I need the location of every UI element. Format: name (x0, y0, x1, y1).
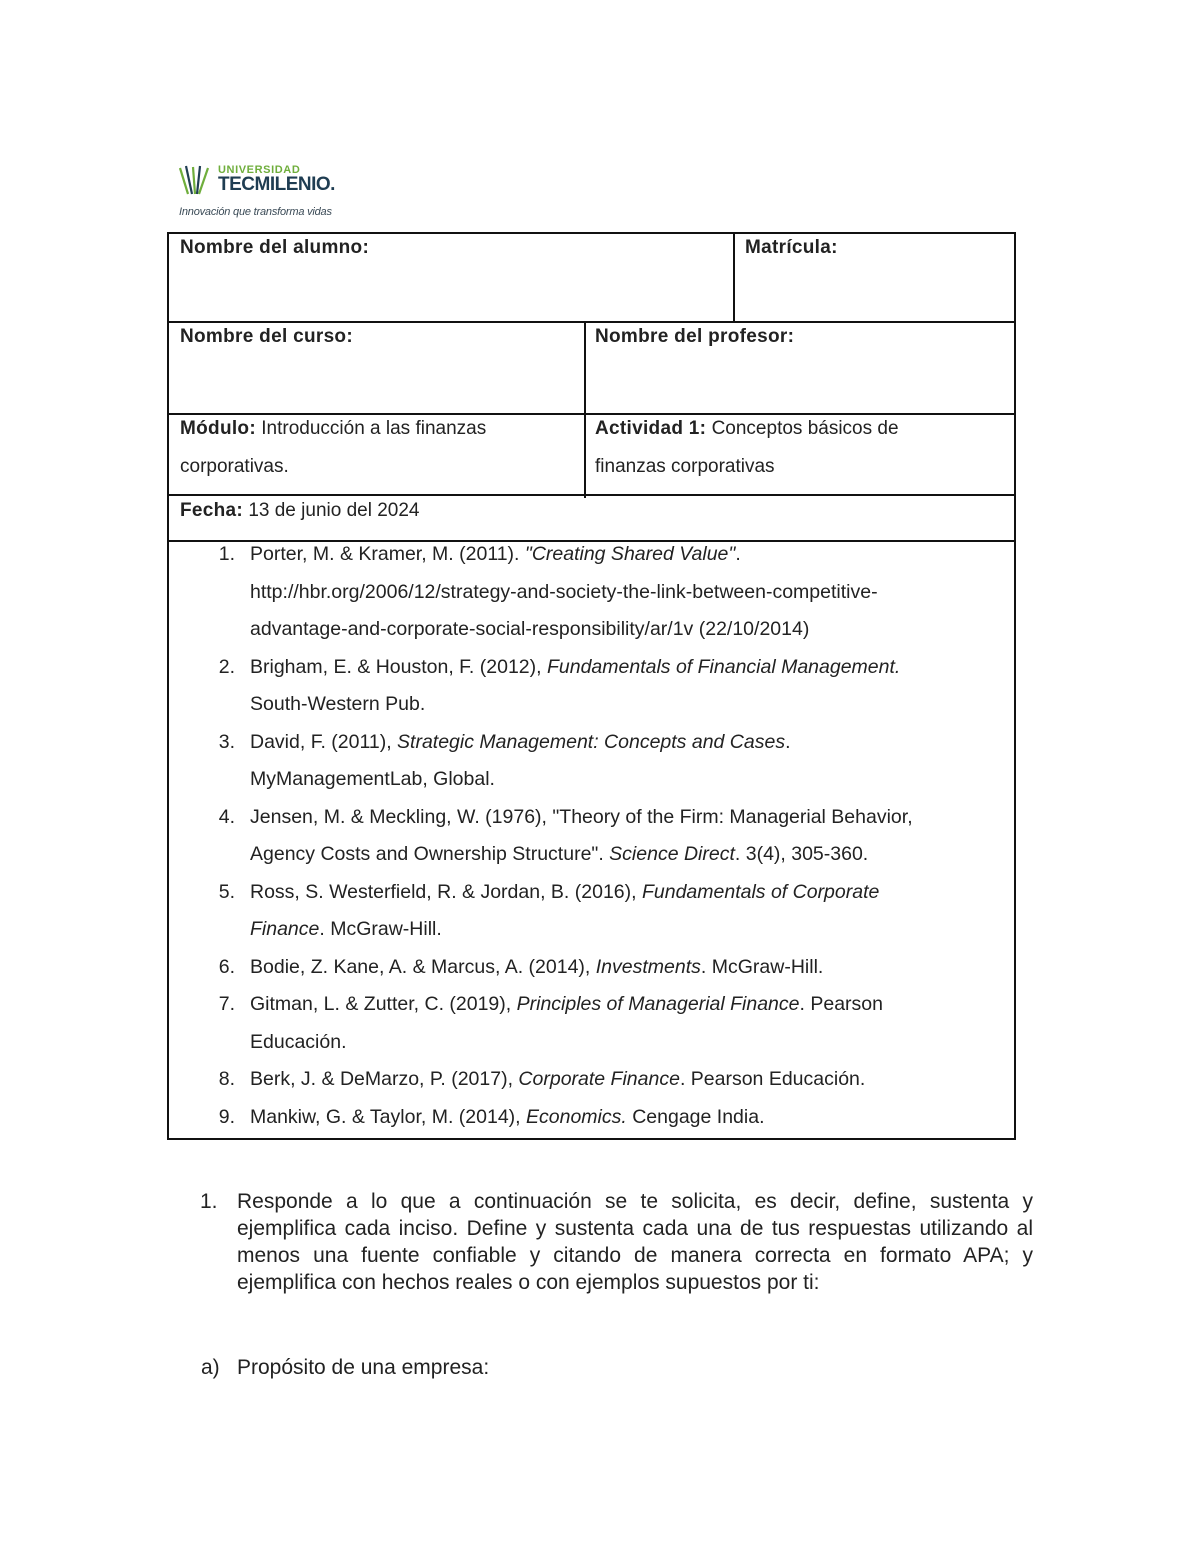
reference-title: Principles of Managerial Finance (516, 993, 800, 1015)
module-value-line2: corporativas. (180, 456, 289, 477)
reference-title: "Creating Shared Value" (524, 543, 736, 565)
question-number: 1. (200, 1190, 218, 1213)
reference-segment: Agency Costs and Ownership Structure". (250, 843, 610, 865)
reference-text (250, 574, 978, 612)
reference-number: 8. (218, 1068, 235, 1090)
reference-title: Finance (250, 918, 320, 940)
reference-text (250, 874, 978, 912)
date-cell (180, 492, 419, 530)
reference-segment: Bodie, Z. Kane, A. & Marcus, A. (2014), (250, 955, 596, 978)
reference-number: 9. (218, 1105, 235, 1128)
reference-text (250, 649, 978, 687)
logo-university-text: UNIVERSIDAD (218, 164, 301, 176)
reference-segment: . (785, 730, 791, 753)
reference-text (250, 686, 978, 724)
reference-text (250, 536, 978, 574)
reference-title: Fundamentals of Financial Management. (546, 655, 901, 678)
module-label: Módulo: (180, 418, 256, 439)
reference-segment: Gitman, L. & Zutter, C. (2019), (250, 993, 517, 1015)
reference-text (250, 836, 978, 874)
reference-number: 3. (218, 730, 235, 753)
logo-slogan: Innovación que transforma vidas (179, 206, 332, 218)
reference-number: 4. (218, 805, 235, 828)
enrollment-label: Matrícula: (745, 237, 838, 258)
reference-title: Economics. (526, 1105, 627, 1128)
reference-segment: . 3(4), 305-360. (734, 843, 869, 865)
reference-segment: http://hbr.org/2006/12/strategy-and-society-the-link-between-competitive- (250, 580, 878, 603)
tecmilenio-leaf-icon (178, 164, 214, 196)
date-label: Fecha: (180, 500, 244, 521)
reference-title: Strategic Management: Concepts and Cases (397, 730, 786, 753)
activity-value-line1: Conceptos básicos de (711, 418, 899, 439)
reference-segment: . Pearson (799, 993, 883, 1015)
activity-label: Actividad 1: (595, 418, 707, 439)
reference-segment: Mankiw, G. & Taylor, M. (2014), (250, 1105, 526, 1128)
reference-segment: . Pearson Educación. (679, 1068, 866, 1090)
course-name-label: Nombre del curso: (180, 326, 353, 347)
header-table (167, 232, 1016, 1140)
reference-segment: . McGraw-Hill. (319, 918, 442, 940)
date-value: 13 de junio del 2024 (248, 500, 420, 521)
professor-cell[interactable] (595, 318, 794, 356)
subquestion-text: Propósito de una empresa: (237, 1356, 490, 1379)
reference-title: Corporate Finance (518, 1068, 680, 1090)
reference-text (250, 761, 978, 799)
student-name-cell[interactable] (180, 229, 369, 267)
reference-number: 2. (218, 655, 235, 678)
course-name-cell[interactable] (180, 318, 353, 356)
module-value-line1: Introducción a las finanzas (261, 418, 487, 439)
reference-number: 7. (218, 993, 235, 1015)
subquestion-letter: a) (201, 1356, 220, 1379)
enrollment-cell[interactable] (745, 229, 838, 267)
reference-segment: . McGraw-Hill. (700, 955, 824, 978)
reference-segment: Berk, J. & DeMarzo, P. (2017), (250, 1068, 519, 1090)
reference-title: Investments (595, 955, 701, 978)
reference-segment: Ross, S. Westerfield, R. & Jordan, B. (2016), (250, 880, 642, 903)
reference-text (250, 986, 978, 1024)
reference-title: Science Direct (609, 843, 735, 865)
reference-number: 6. (218, 955, 235, 978)
reference-segment: Cengage India. (626, 1105, 765, 1128)
module-cell (180, 410, 575, 486)
university-logo (178, 160, 378, 226)
column-divider (733, 234, 735, 322)
reference-segment: advantage-and-corporate-social-responsibility/ar/1v (22/10/2014) (250, 618, 810, 640)
activity-value-line2: finanzas corporativas (595, 456, 775, 477)
reference-segment: South-Western Pub. (250, 693, 426, 715)
reference-title: Fundamentals of Corporate (641, 880, 880, 903)
professor-label: Nombre del profesor: (595, 326, 795, 347)
reference-text (250, 911, 978, 949)
reference-text (250, 1099, 978, 1137)
reference-text (250, 1024, 978, 1062)
student-name-label: Nombre del alumno: (180, 237, 370, 258)
reference-text (250, 611, 978, 649)
reference-segment: David, F. (2011), (250, 730, 398, 753)
reference-segment: MyManagementLab, Global. (250, 768, 495, 790)
reference-number: 1. (218, 543, 235, 565)
reference-segment: Porter, M. & Kramer, M. (2011). (250, 543, 525, 565)
reference-text (250, 799, 978, 837)
activity-cell (595, 410, 1005, 486)
question-text: Responde a lo que a continuación se te solicita, es decir, define, sustenta y ejemplifica cada inciso. Define y sustenta cada una de tus respuestas utilizando al menos una fuente confiable y citando de manera correcta en formato APA; y ejemplifica con hechos reales o con ejemplos supuestos por ti: (237, 1190, 1033, 1294)
reference-segment: Jensen, M. & Meckling, W. (1976), "Theory of the Firm: Managerial Behavior, (250, 805, 913, 828)
reference-text (250, 1061, 978, 1099)
reference-segment: . (735, 543, 741, 565)
reference-segment: Educación. (250, 1030, 347, 1053)
reference-text (250, 724, 978, 762)
reference-text (250, 949, 978, 987)
reference-segment: Brigham, E. & Houston, F. (2012), (250, 655, 547, 678)
logo-brand-text: TECMILENIO. (218, 174, 335, 195)
column-divider (584, 322, 586, 498)
reference-number: 5. (218, 880, 235, 903)
